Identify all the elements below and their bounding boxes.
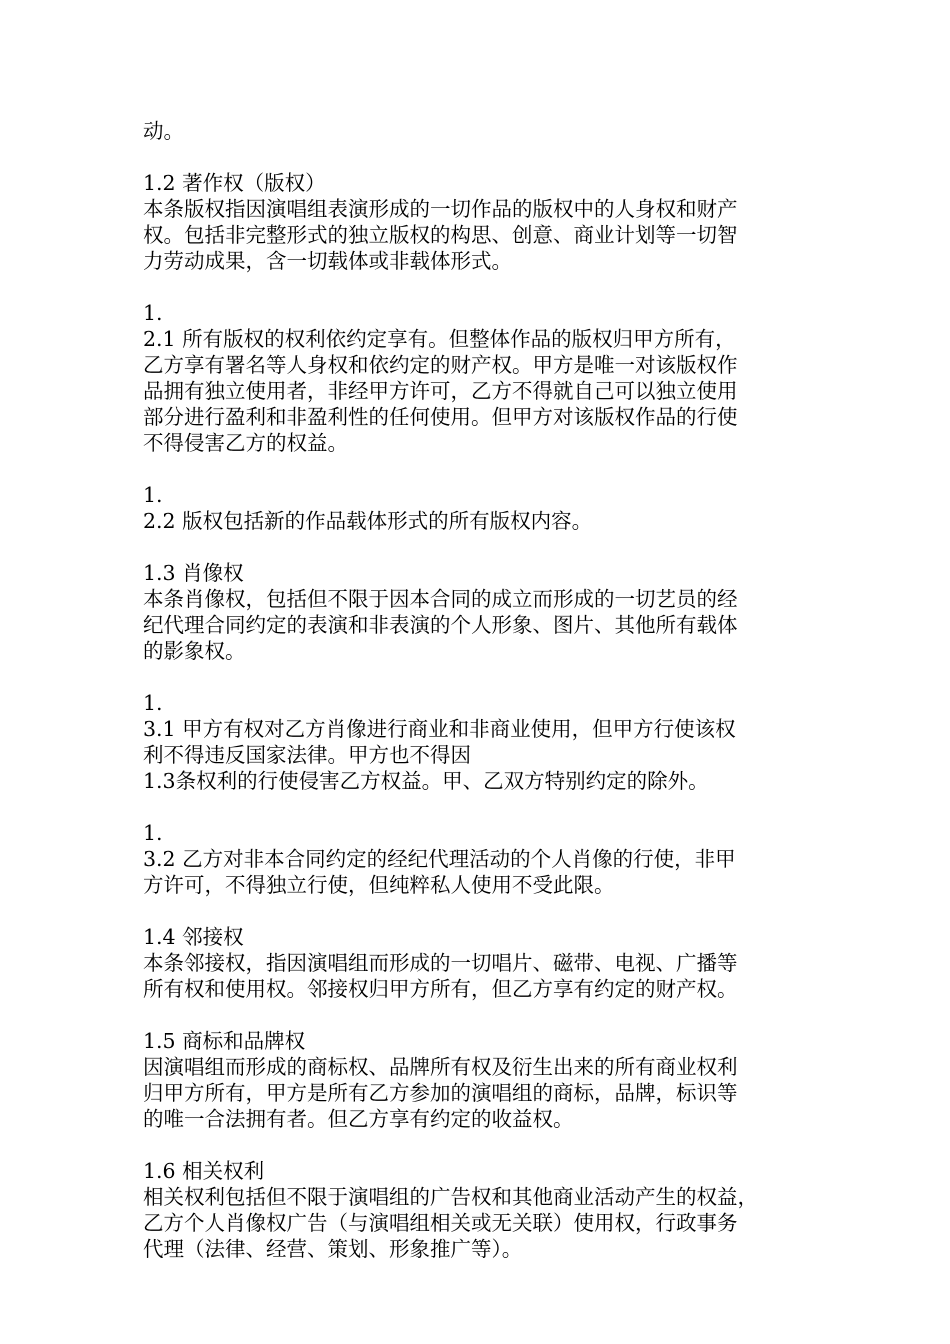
- text-line: 力劳动成果，含一切载体或非载体形式。: [143, 249, 512, 273]
- paragraph: [143, 170, 823, 274]
- text-line: 1.2 著作权（版权）: [143, 171, 326, 195]
- text-line: 相关权利包括但不限于演唱组的广告权和其他商业活动产生的权益，: [143, 1185, 758, 1209]
- paragraph: [143, 690, 823, 794]
- text-line: 1.: [143, 821, 163, 845]
- text-line: 动。: [143, 119, 184, 143]
- paragraph: [143, 820, 823, 898]
- text-line: 1.4 邻接权: [143, 925, 244, 949]
- paragraph: [143, 1158, 823, 1262]
- text-line: 权。包括非完整形式的独立版权的构思、创意、商业计划等一切智: [143, 223, 738, 247]
- text-line: 1.: [143, 691, 163, 715]
- text-line: 品拥有独立使用者，非经甲方许可，乙方不得就自己可以独立使用: [143, 379, 738, 403]
- text-line: 1.5 商标和品牌权: [143, 1029, 306, 1053]
- text-line: 方许可，不得独立行使，但纯粹私人使用不受此限。: [143, 873, 615, 897]
- text-line: 3.1 甲方有权对乙方肖像进行商业和非商业使用，但甲方行使该权: [143, 717, 736, 741]
- text-line: 乙方享有署名等人身权和依约定的财产权。甲方是唯一对该版权作: [143, 353, 738, 377]
- text-line: 利不得违反国家法律。甲方也不得因: [143, 743, 471, 767]
- paragraph: [143, 482, 823, 534]
- text-line: 2.2 版权包括新的作品载体形式的所有版权内容。: [143, 509, 593, 533]
- text-line: 1.3条权利的行使侵害乙方权益。甲、乙双方特别约定的除外。: [143, 769, 709, 793]
- text-line: 1.3 肖像权: [143, 561, 244, 585]
- text-line: 纪代理合同约定的表演和非表演的个人形象、图片、其他所有载体: [143, 613, 738, 637]
- text-line: 1.6 相关权利: [143, 1159, 265, 1183]
- text-line: 不得侵害乙方的权益。: [143, 431, 348, 455]
- paragraph: [143, 560, 823, 664]
- paragraph: [143, 118, 823, 144]
- text-line: 2.1 所有版权的权利依约定享有。但整体作品的版权归甲方所有，: [143, 327, 736, 351]
- paragraph: [143, 1028, 823, 1132]
- text-line: 的影象权。: [143, 639, 246, 663]
- text-line: 1.: [143, 301, 163, 325]
- text-line: 部分进行盈利和非盈利性的任何使用。但甲方对该版权作品的行使: [143, 405, 738, 429]
- text-line: 本条版权指因演唱组表演形成的一切作品的版权中的人身权和财产: [143, 197, 738, 221]
- text-line: 乙方个人肖像权广告（与演唱组相关或无关联）使用权，行政事务: [143, 1211, 738, 1235]
- paragraph: [143, 924, 823, 1002]
- text-line: 因演唱组而形成的商标权、品牌所有权及衍生出来的所有商业权利: [143, 1055, 738, 1079]
- document-page: [143, 118, 823, 1288]
- text-line: 归甲方所有，甲方是所有乙方参加的演唱组的商标，品牌，标识等: [143, 1081, 738, 1105]
- paragraph: [143, 300, 823, 456]
- text-line: 的唯一合法拥有者。但乙方享有约定的收益权。: [143, 1107, 574, 1131]
- text-line: 代理（法律、经营、策划、形象推广等）。: [143, 1237, 523, 1261]
- text-line: 本条邻接权，指因演唱组而形成的一切唱片、磁带、电视、广播等: [143, 951, 738, 975]
- text-line: 所有权和使用权。邻接权归甲方所有，但乙方享有约定的财产权。: [143, 977, 738, 1001]
- text-line: 本条肖像权，包括但不限于因本合同的成立而形成的一切艺员的经: [143, 587, 738, 611]
- text-line: 1.: [143, 483, 163, 507]
- text-line: 3.2 乙方对非本合同约定的经纪代理活动的个人肖像的行使，非甲: [143, 847, 736, 871]
